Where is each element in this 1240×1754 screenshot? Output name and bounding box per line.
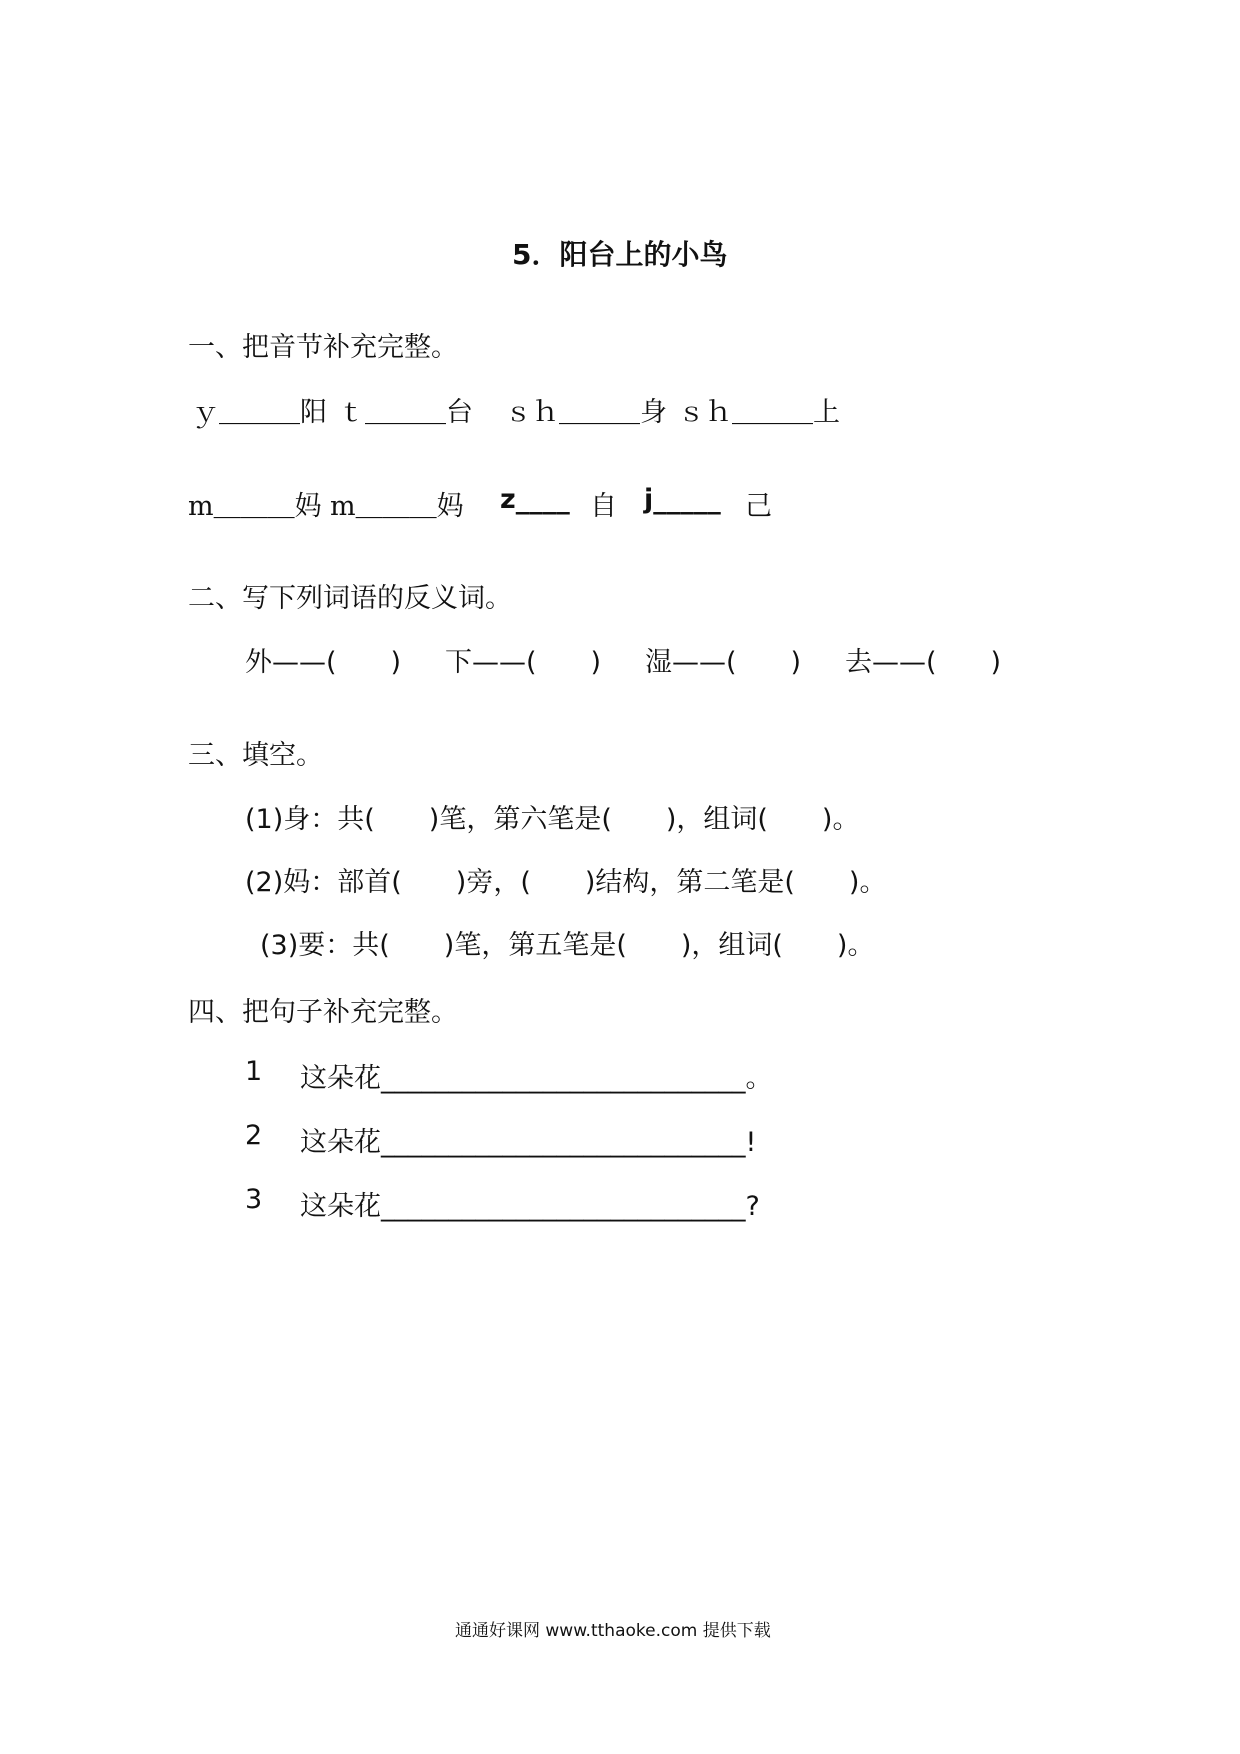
antonym-item: 下——( ) (445, 647, 602, 678)
footer-text: 通通好课网 www.tthaoke.com 提供下载 (455, 1621, 771, 1641)
fill-blank-item: (3)要：共( )笔，第五笔是( )，组词( )。 (260, 930, 875, 961)
fill-blank-item: (2)妈：部首( )旁，( )结构，第二笔是( )。 (245, 867, 887, 898)
sentence-item: 这朵花___________________________? (300, 1191, 760, 1222)
section1-heading: 一、把音节补充完整。 (188, 332, 458, 363)
syllable-item: ｔ＿＿＿台 (338, 397, 473, 428)
fill-blank-item: (1)身：共( )笔，第六笔是( )，组词( )。 (245, 804, 860, 835)
antonym-item: 外——( ) (245, 647, 402, 678)
syllable-item: ｓｈ＿＿＿身 (505, 397, 667, 428)
sentence-number: 1 (245, 1056, 263, 1087)
antonym-item: 去——( ) (845, 647, 1002, 678)
section4-heading: 四、把句子补充完整。 (188, 997, 458, 1028)
syllable-item: j_____ (644, 484, 721, 515)
sentence-item: 这朵花___________________________。 (300, 1063, 773, 1094)
syllable-item: z____ (500, 484, 570, 515)
syllable-item: m＿＿＿妈 (188, 491, 322, 522)
syllable-char: 己 (745, 491, 772, 522)
sentence-number: 2 (245, 1120, 263, 1151)
sentence-item: 这朵花___________________________! (300, 1127, 757, 1158)
antonym-item: 湿——( ) (645, 647, 802, 678)
page-title: 5．阳台上的小鸟 (512, 238, 728, 271)
sentence-number: 3 (245, 1184, 263, 1215)
syllable-char: 自 (590, 491, 617, 522)
section2-heading: 二、写下列词语的反义词。 (188, 583, 512, 614)
syllable-item: ｙ＿＿＿阳 (192, 397, 327, 428)
section3-heading: 三、填空。 (188, 740, 323, 771)
syllable-item: ｓｈ＿＿＿上 (678, 397, 840, 428)
syllable-item: m＿＿＿妈 (330, 491, 464, 522)
